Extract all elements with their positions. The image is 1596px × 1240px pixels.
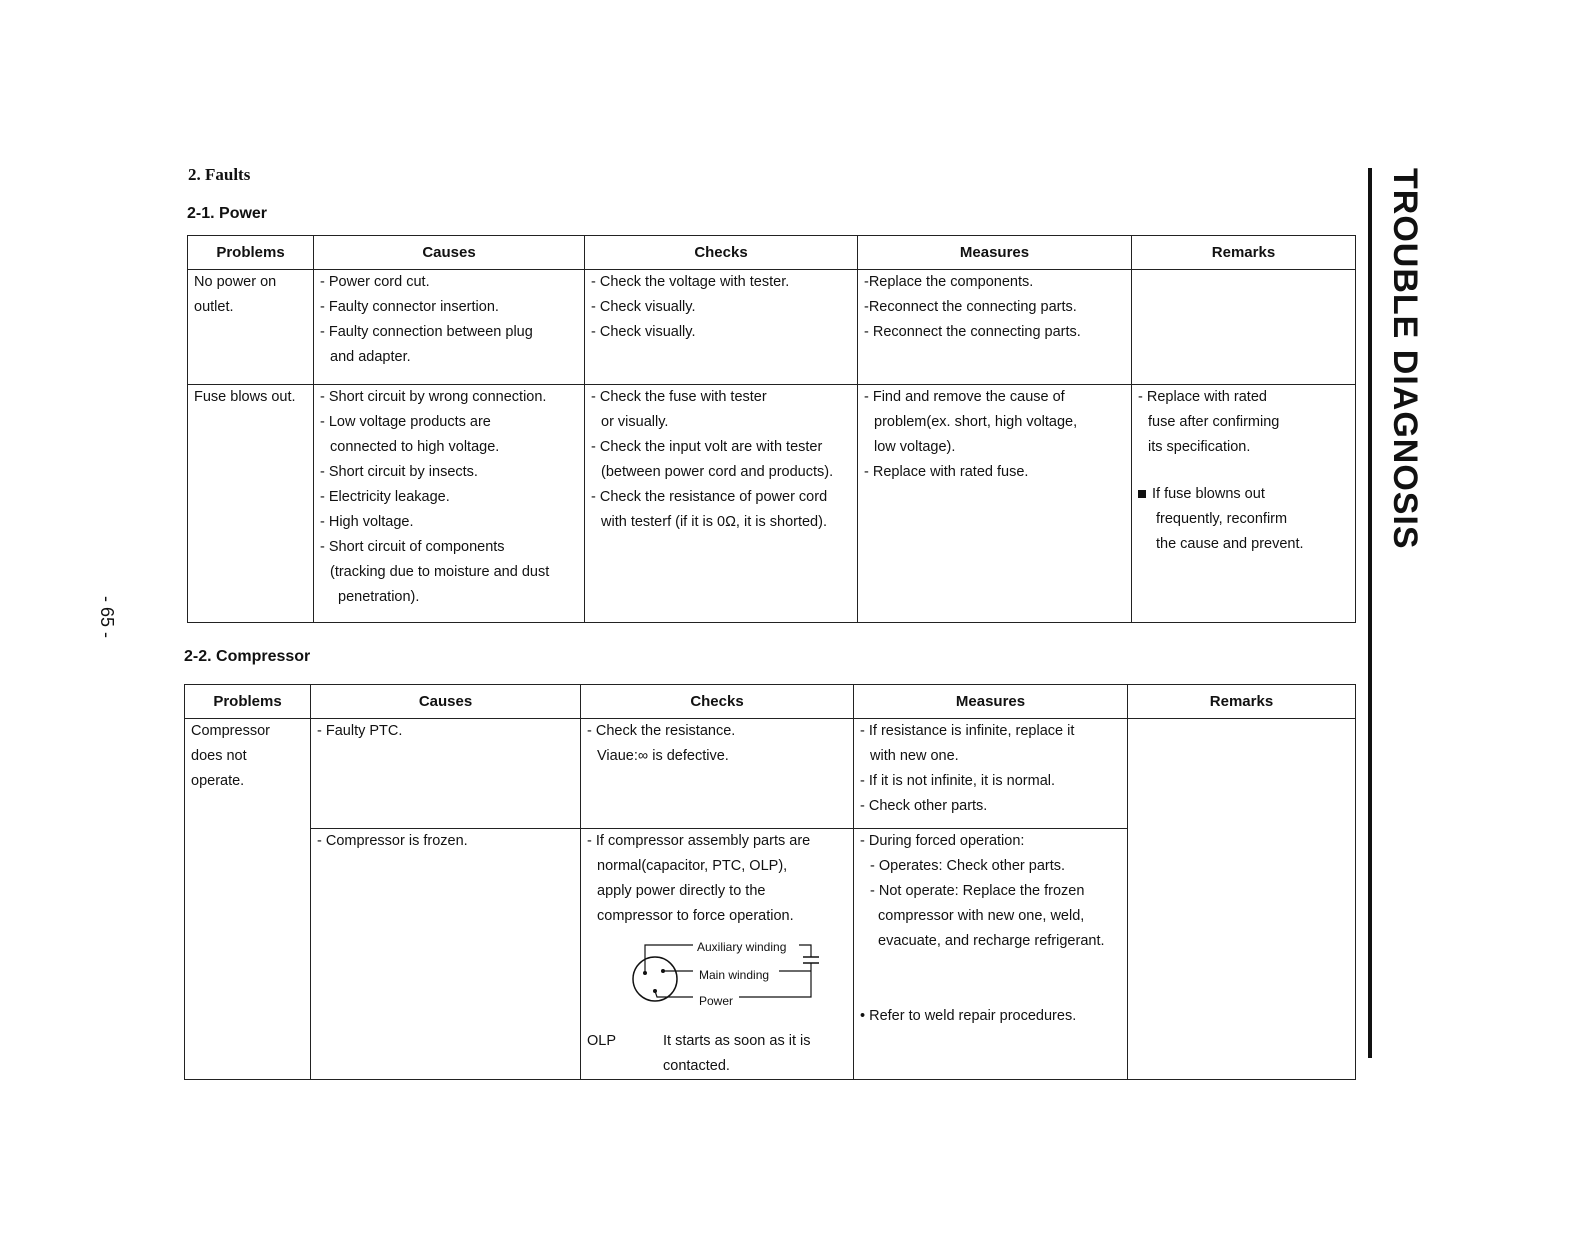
check-line: normal(capacitor, PTC, OLP), xyxy=(597,858,788,874)
header-causes: Causes xyxy=(314,236,585,270)
causes-cell xyxy=(314,385,585,623)
measures-cell xyxy=(854,719,1128,829)
measure-line: - If resistance is infinite, replace it xyxy=(860,723,1075,739)
olp-label: OLP xyxy=(587,1033,617,1049)
check-line: Viaue:∞ is defective. xyxy=(597,748,729,764)
table-row xyxy=(188,385,1356,623)
cause-line: - Short circuit of components xyxy=(320,539,505,555)
remarks-cell xyxy=(1128,719,1356,1080)
square-bullet-icon xyxy=(1138,490,1146,498)
measure-line: - Operates: Check other parts. xyxy=(870,858,1066,874)
measure-line: low voltage). xyxy=(874,439,956,455)
remark-note-line xyxy=(1138,482,1349,507)
measure-line: - Reconnect the connecting parts. xyxy=(864,324,1081,340)
checks-cell xyxy=(585,385,858,623)
problem-cell xyxy=(188,270,314,385)
check-line: with testerf (if it is 0Ω, it is shorted). xyxy=(601,514,827,530)
page-number: - 65 - xyxy=(97,596,117,639)
remark-line: its specification. xyxy=(1148,439,1251,455)
header-remarks: Remarks xyxy=(1132,236,1356,270)
check-line: - Check the resistance. xyxy=(587,723,736,739)
remark-note xyxy=(1138,482,1349,557)
measure-line: compressor with new one, weld, xyxy=(878,908,1085,924)
olp-line: It starts as soon as it is xyxy=(663,1033,811,1049)
measure-line: -Reconnect the connecting parts. xyxy=(864,299,1077,315)
table-row xyxy=(185,719,1356,829)
cause-line: - Short circuit by insects. xyxy=(320,464,478,480)
table-row xyxy=(188,270,1356,385)
compressor-circle xyxy=(633,957,677,1001)
cause-line: and adapter. xyxy=(330,349,411,365)
header-causes: Causes xyxy=(311,685,581,719)
measure-line: • Refer to weld repair procedures. xyxy=(860,1008,1077,1024)
measure-line: - If it is not infinite, it is normal. xyxy=(860,773,1056,789)
checks-cell xyxy=(581,829,854,1080)
checks-cell xyxy=(585,270,858,385)
olp-text xyxy=(663,1029,810,1079)
remark-line: - Replace with rated xyxy=(1138,389,1267,405)
problem-line: No power on xyxy=(194,274,277,290)
aux-winding-wire xyxy=(645,945,693,973)
problem-line: outlet. xyxy=(194,299,234,315)
measure-line: - Replace with rated fuse. xyxy=(864,464,1029,480)
cause-line: penetration). xyxy=(338,589,420,605)
measure-line: evacuate, and recharge refrigerant. xyxy=(878,933,1105,949)
cause-line: connected to high voltage. xyxy=(330,439,500,455)
header-remarks: Remarks xyxy=(1128,685,1356,719)
problem-cell xyxy=(188,385,314,623)
check-line: apply power directly to the xyxy=(597,883,766,899)
check-line: compressor to force operation. xyxy=(597,908,794,924)
measures-cell xyxy=(854,829,1128,1080)
header-checks: Checks xyxy=(585,236,858,270)
power-label: Power xyxy=(697,989,735,1014)
olp-row xyxy=(587,1029,847,1079)
power-subtitle: 2-1. Power xyxy=(187,205,268,222)
measures-cell xyxy=(858,270,1132,385)
remark-note-line: the cause and prevent. xyxy=(1156,536,1304,552)
cause-line: - Faulty connection between plug xyxy=(320,324,533,340)
cause-line: - Faulty connector insertion. xyxy=(320,299,499,315)
cause-line: - Power cord cut. xyxy=(320,274,430,290)
table-header-row xyxy=(185,685,1356,719)
cause-line: - Low voltage products are xyxy=(320,414,491,430)
header-measures: Measures xyxy=(854,685,1128,719)
check-line: - Check visually. xyxy=(591,299,696,315)
cause-line: - Faulty PTC. xyxy=(317,723,403,739)
cause-line: (tracking due to moisture and dust xyxy=(330,564,550,580)
check-line: - If compressor assembly parts are xyxy=(587,833,811,849)
cause-line: - Compressor is frozen. xyxy=(317,833,468,849)
compressor-faults-table xyxy=(184,684,1356,1080)
header-checks: Checks xyxy=(581,685,854,719)
cause-line: - High voltage. xyxy=(320,514,414,530)
auxiliary-winding-label: Auxiliary winding xyxy=(695,935,788,960)
compressor-subtitle: 2-2. Compressor xyxy=(184,648,311,665)
measure-line: - During forced operation: xyxy=(860,833,1025,849)
problem-cell xyxy=(185,719,311,1080)
remarks-cell xyxy=(1132,385,1356,623)
check-line: - Check the fuse with tester xyxy=(591,389,767,405)
header-problems: Problems xyxy=(185,685,311,719)
causes-cell xyxy=(314,270,585,385)
measures-cell xyxy=(858,385,1132,623)
problem-line: does not xyxy=(191,748,247,764)
section-title: 2. Faults xyxy=(188,165,251,184)
header-measures: Measures xyxy=(858,236,1132,270)
check-line: - Check visually. xyxy=(591,324,696,340)
power-wire xyxy=(655,991,693,997)
remark-note-text: If fuse blowns out xyxy=(1152,486,1265,502)
side-divider xyxy=(1368,168,1372,1058)
remarks-cell xyxy=(1132,270,1356,385)
check-line: - Check the input volt are with tester xyxy=(591,439,823,455)
check-line: - Check the resistance of power cord xyxy=(591,489,828,505)
check-line: - Check the voltage with tester. xyxy=(591,274,790,290)
remark-note-line: frequently, reconfirm xyxy=(1156,511,1288,527)
measure-line: with new one. xyxy=(870,748,959,764)
causes-cell xyxy=(311,829,581,1080)
remark-line: fuse after confirming xyxy=(1148,414,1280,430)
cause-line: - Short circuit by wrong connection. xyxy=(320,389,547,405)
olp-line: contacted. xyxy=(663,1058,730,1074)
side-title: TROUBLE DIAGNOSIS xyxy=(1386,168,1424,550)
checks-cell xyxy=(581,719,854,829)
main-winding-label: Main winding xyxy=(697,963,771,988)
measure-line: - Find and remove the cause of xyxy=(864,389,1065,405)
check-line: (between power cord and products). xyxy=(601,464,834,480)
cause-line: - Electricity leakage. xyxy=(320,489,450,505)
measure-line: - Not operate: Replace the frozen xyxy=(870,883,1085,899)
header-problems: Problems xyxy=(188,236,314,270)
measure-line: - Check other parts. xyxy=(860,798,988,814)
measure-line: problem(ex. short, high voltage, xyxy=(874,414,1078,430)
problem-line: operate. xyxy=(191,773,245,789)
measure-line: -Replace the components. xyxy=(864,274,1034,290)
power-faults-table xyxy=(187,235,1356,623)
aux-winding-wire-right xyxy=(799,945,811,957)
problem-line: Fuse blows out. xyxy=(194,389,296,405)
table-header-row xyxy=(188,236,1356,270)
causes-cell xyxy=(311,719,581,829)
check-line: or visually. xyxy=(601,414,669,430)
compressor-wiring-diagram xyxy=(627,931,867,1023)
problem-line: Compressor xyxy=(191,723,270,739)
